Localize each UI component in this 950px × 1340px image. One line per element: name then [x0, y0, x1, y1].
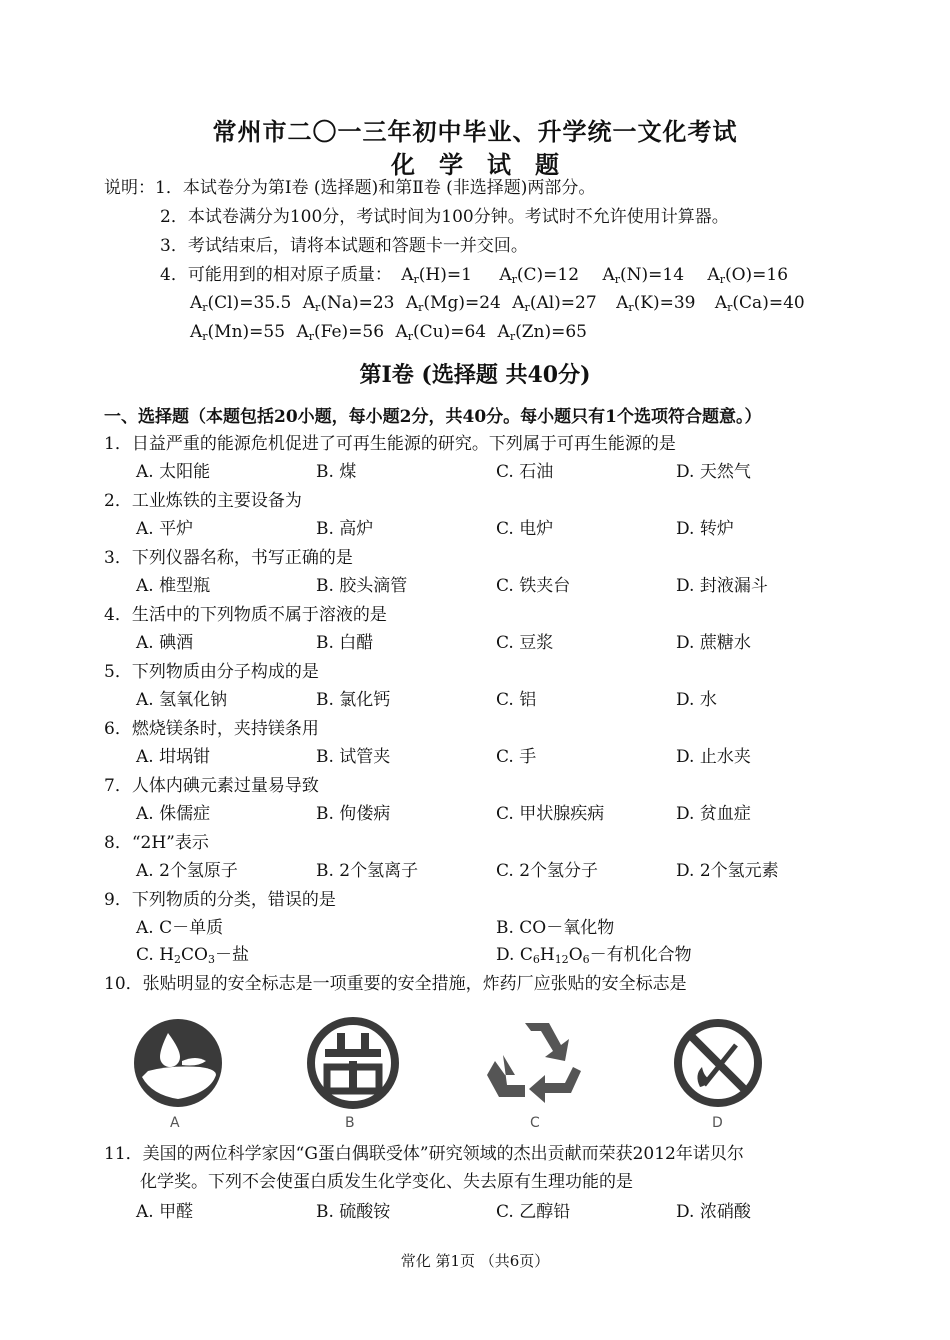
question-text: 美国的两位科学家因“G蛋白偶联受体”研究领域的杰出贡献而荣获2012年诺贝尔: [142, 1144, 744, 1164]
question-text: 人体内碘元素过量易导致: [131, 776, 319, 796]
page-footer: 常化 第1页 （共6页）: [400, 1252, 550, 1270]
part-title: 一、选择题（本题包括20小题，每小题2分，共40分。每小题只有1个选项符合题意。）: [104, 407, 762, 427]
q5-option-b: B. 氯化钙: [316, 690, 391, 710]
question-10: [104, 972, 687, 996]
sign-c-label: C: [530, 1115, 540, 1131]
question-number: 9．: [104, 890, 132, 910]
q8-option-d: D. 2个氢元素: [676, 861, 779, 881]
question-number: 5．: [104, 662, 132, 682]
q9-option-d: D. $C_6H_{12}O_6-$有机化合物: [496, 945, 692, 966]
q6-option-b: B. 试管夹: [316, 747, 391, 767]
atomic-mass-Cu: $A_r(Cu)=64$: [395, 322, 487, 343]
question-text: 下列物质由分子构成的是: [131, 662, 319, 682]
q7-option-b: B. 佝偻病: [316, 804, 391, 824]
note-1: 1．本试卷分为第Ⅰ卷 (选择题)和第Ⅱ卷 (非选择题)两部分。: [155, 178, 596, 198]
q11-option-b: B. 硫酸铵: [316, 1202, 391, 1222]
atomic-mass-Cl: $A_r(Cl)=35.5$: [190, 293, 292, 314]
q5-option-c: C. 铝: [496, 690, 537, 710]
q1-option-a: A. 太阳能: [136, 462, 211, 482]
sign-d-no-fire-icon: [670, 1015, 766, 1111]
question-text: 生活中的下列物质不属于溶液的是: [131, 605, 387, 625]
q11-option-d: D. 浓硝酸: [676, 1202, 751, 1222]
question-6: [104, 717, 319, 741]
q11-option-c: C. 乙醇铅: [496, 1202, 571, 1222]
atomic-mass-Na: $A_r(Na)=23$: [302, 293, 395, 314]
q5-option-a: A. 氢氧化钠: [136, 690, 228, 710]
question-9: [104, 888, 336, 912]
question-number: 11．: [104, 1144, 143, 1164]
sign-a-label: A: [170, 1115, 180, 1131]
q6-option-c: C. 手: [496, 747, 537, 767]
q4-option-c: C. 豆浆: [496, 633, 554, 653]
atomic-mass-H: $A_r(H)=1$: [401, 265, 472, 286]
question-text: 燃烧镁条时，夹持镁条用: [131, 719, 319, 739]
sign-c-recycle-icon: [485, 1015, 589, 1111]
question-number: 8．: [104, 833, 132, 853]
question-number: 10．: [104, 974, 143, 994]
q2-option-d: D. 转炉: [676, 519, 734, 539]
exam-subtitle: 化 学 试 题: [391, 150, 559, 179]
atomic-mass-K: $A_r(K)=39$: [616, 293, 696, 314]
q7-option-a: A. 侏儒症: [136, 804, 211, 824]
question-text: 下列仪器名称，书写正确的是: [131, 548, 353, 568]
q3-option-b: B. 胶头滴管: [316, 576, 408, 596]
q8-option-c: C. 2个氢分子: [496, 861, 599, 881]
question-text: 日益严重的能源危机促进了可再生能源的研究。下列属于可再生能源的是: [131, 434, 676, 454]
q4-option-a: A. 碘酒: [136, 633, 194, 653]
q8-option-b: B. 2个氢离子: [316, 861, 419, 881]
atomic-mass-Mn: $A_r(Mn)=55$: [190, 322, 286, 343]
question-number: 2．: [104, 491, 132, 511]
sign-a-water-icon: [130, 1015, 226, 1111]
question-number: 1．: [104, 434, 132, 454]
question-number: 4．: [104, 605, 132, 625]
q9-option-b: B. CO－氧化物: [496, 918, 615, 938]
question-4: [104, 603, 387, 627]
question-5: [104, 660, 319, 684]
atomic-mass-O: $A_r(O)=16$: [707, 265, 789, 286]
atomic-mass-Mg: $A_r(Mg)=24$: [405, 293, 501, 314]
q6-option-a: A. 坩埚钳: [136, 747, 211, 767]
q3-option-d: D. 封液漏斗: [676, 576, 768, 596]
question-text: 工业炼铁的主要设备为: [131, 491, 302, 511]
q8-option-a: A. 2个氢原子: [136, 861, 238, 881]
q1-option-b: B. 煤: [316, 462, 357, 482]
q2-option-a: A. 平炉: [136, 519, 194, 539]
q9-option-a: A. C－单质: [136, 918, 224, 938]
question-11: [104, 1142, 744, 1166]
question-1: [104, 432, 676, 456]
q7-option-c: C. 甲状腺疾病: [496, 804, 605, 824]
q9-option-c: C. $H_2CO_3-$盐: [136, 945, 249, 966]
question-text: 下列物质的分类，错误的是: [131, 890, 336, 910]
question-8: [104, 831, 209, 855]
sign-d-label: D: [712, 1115, 723, 1131]
question-number: 6．: [104, 719, 132, 739]
question-text: “2H”表示: [131, 833, 209, 853]
section-title: 第Ⅰ卷 (选择题 共40分): [359, 362, 591, 388]
atomic-mass-Al: $A_r(Al)=27$: [512, 293, 597, 314]
atomic-mass-Fe: $A_r(Fe)=56$: [296, 322, 385, 343]
q1-option-c: C. 石油: [496, 462, 554, 482]
atomic-mass-N: $A_r(N)=14$: [602, 265, 685, 286]
sign-b-label: B: [345, 1115, 355, 1131]
atomic-masses-row-3: [190, 320, 587, 349]
question-text: 张贴明显的安全标志是一项重要的安全措施，炸药厂应张贴的安全标志是: [142, 974, 687, 994]
q2-option-b: B. 高炉: [316, 519, 374, 539]
atomic-mass-Ca: $A_r(Ca)=40$: [714, 293, 805, 314]
q7-option-d: D. 贫血症: [676, 804, 751, 824]
q11-option-a: A. 甲醛: [136, 1202, 194, 1222]
notes: [104, 176, 595, 200]
q4-option-b: B. 白醋: [316, 633, 374, 653]
question-7: [104, 774, 319, 798]
q2-option-c: C. 电炉: [496, 519, 554, 539]
notes-label: 说明：: [104, 178, 155, 198]
note-2: 2．本试卷满分为100分，考试时间为100分钟。考试时不允许使用计算器。: [160, 207, 729, 227]
atomic-masses-row-2: [190, 291, 805, 320]
question-number: 3．: [104, 548, 132, 568]
atomic-mass-Zn: $A_r(Zn)=65$: [497, 322, 587, 343]
q4-option-d: D. 蔗糖水: [676, 633, 751, 653]
note-3: 3．考试结束后，请将本试题和答题卡一并交回。: [160, 236, 528, 256]
question-text-continued: 化学奖。下列不会使蛋白质发生化学变化、失去原有生理功能的是: [140, 1172, 633, 1192]
safety-signs: [100, 1005, 790, 1130]
question-2: [104, 489, 302, 513]
atomic-mass-C: $A_r(C)=12$: [499, 265, 580, 286]
q5-option-d: D. 水: [676, 690, 717, 710]
question-3: [104, 546, 353, 570]
note-4: 4．可能用到的相对原子质量： $A_r(H)=1$ $A_r(C)=12$ $A_r(N)=14$ $A_r(O)=16$: [160, 265, 789, 286]
q3-option-c: C. 铁夹台: [496, 576, 571, 596]
q6-option-d: D. 止水夹: [676, 747, 751, 767]
q1-option-d: D. 天然气: [676, 462, 751, 482]
q3-option-a: A. 椎型瓶: [136, 576, 211, 596]
exam-title: 常州市二〇一三年初中毕业、升学统一文化考试: [212, 117, 738, 146]
question-number: 7．: [104, 776, 132, 796]
sign-b-emblem-icon: [305, 1015, 401, 1111]
